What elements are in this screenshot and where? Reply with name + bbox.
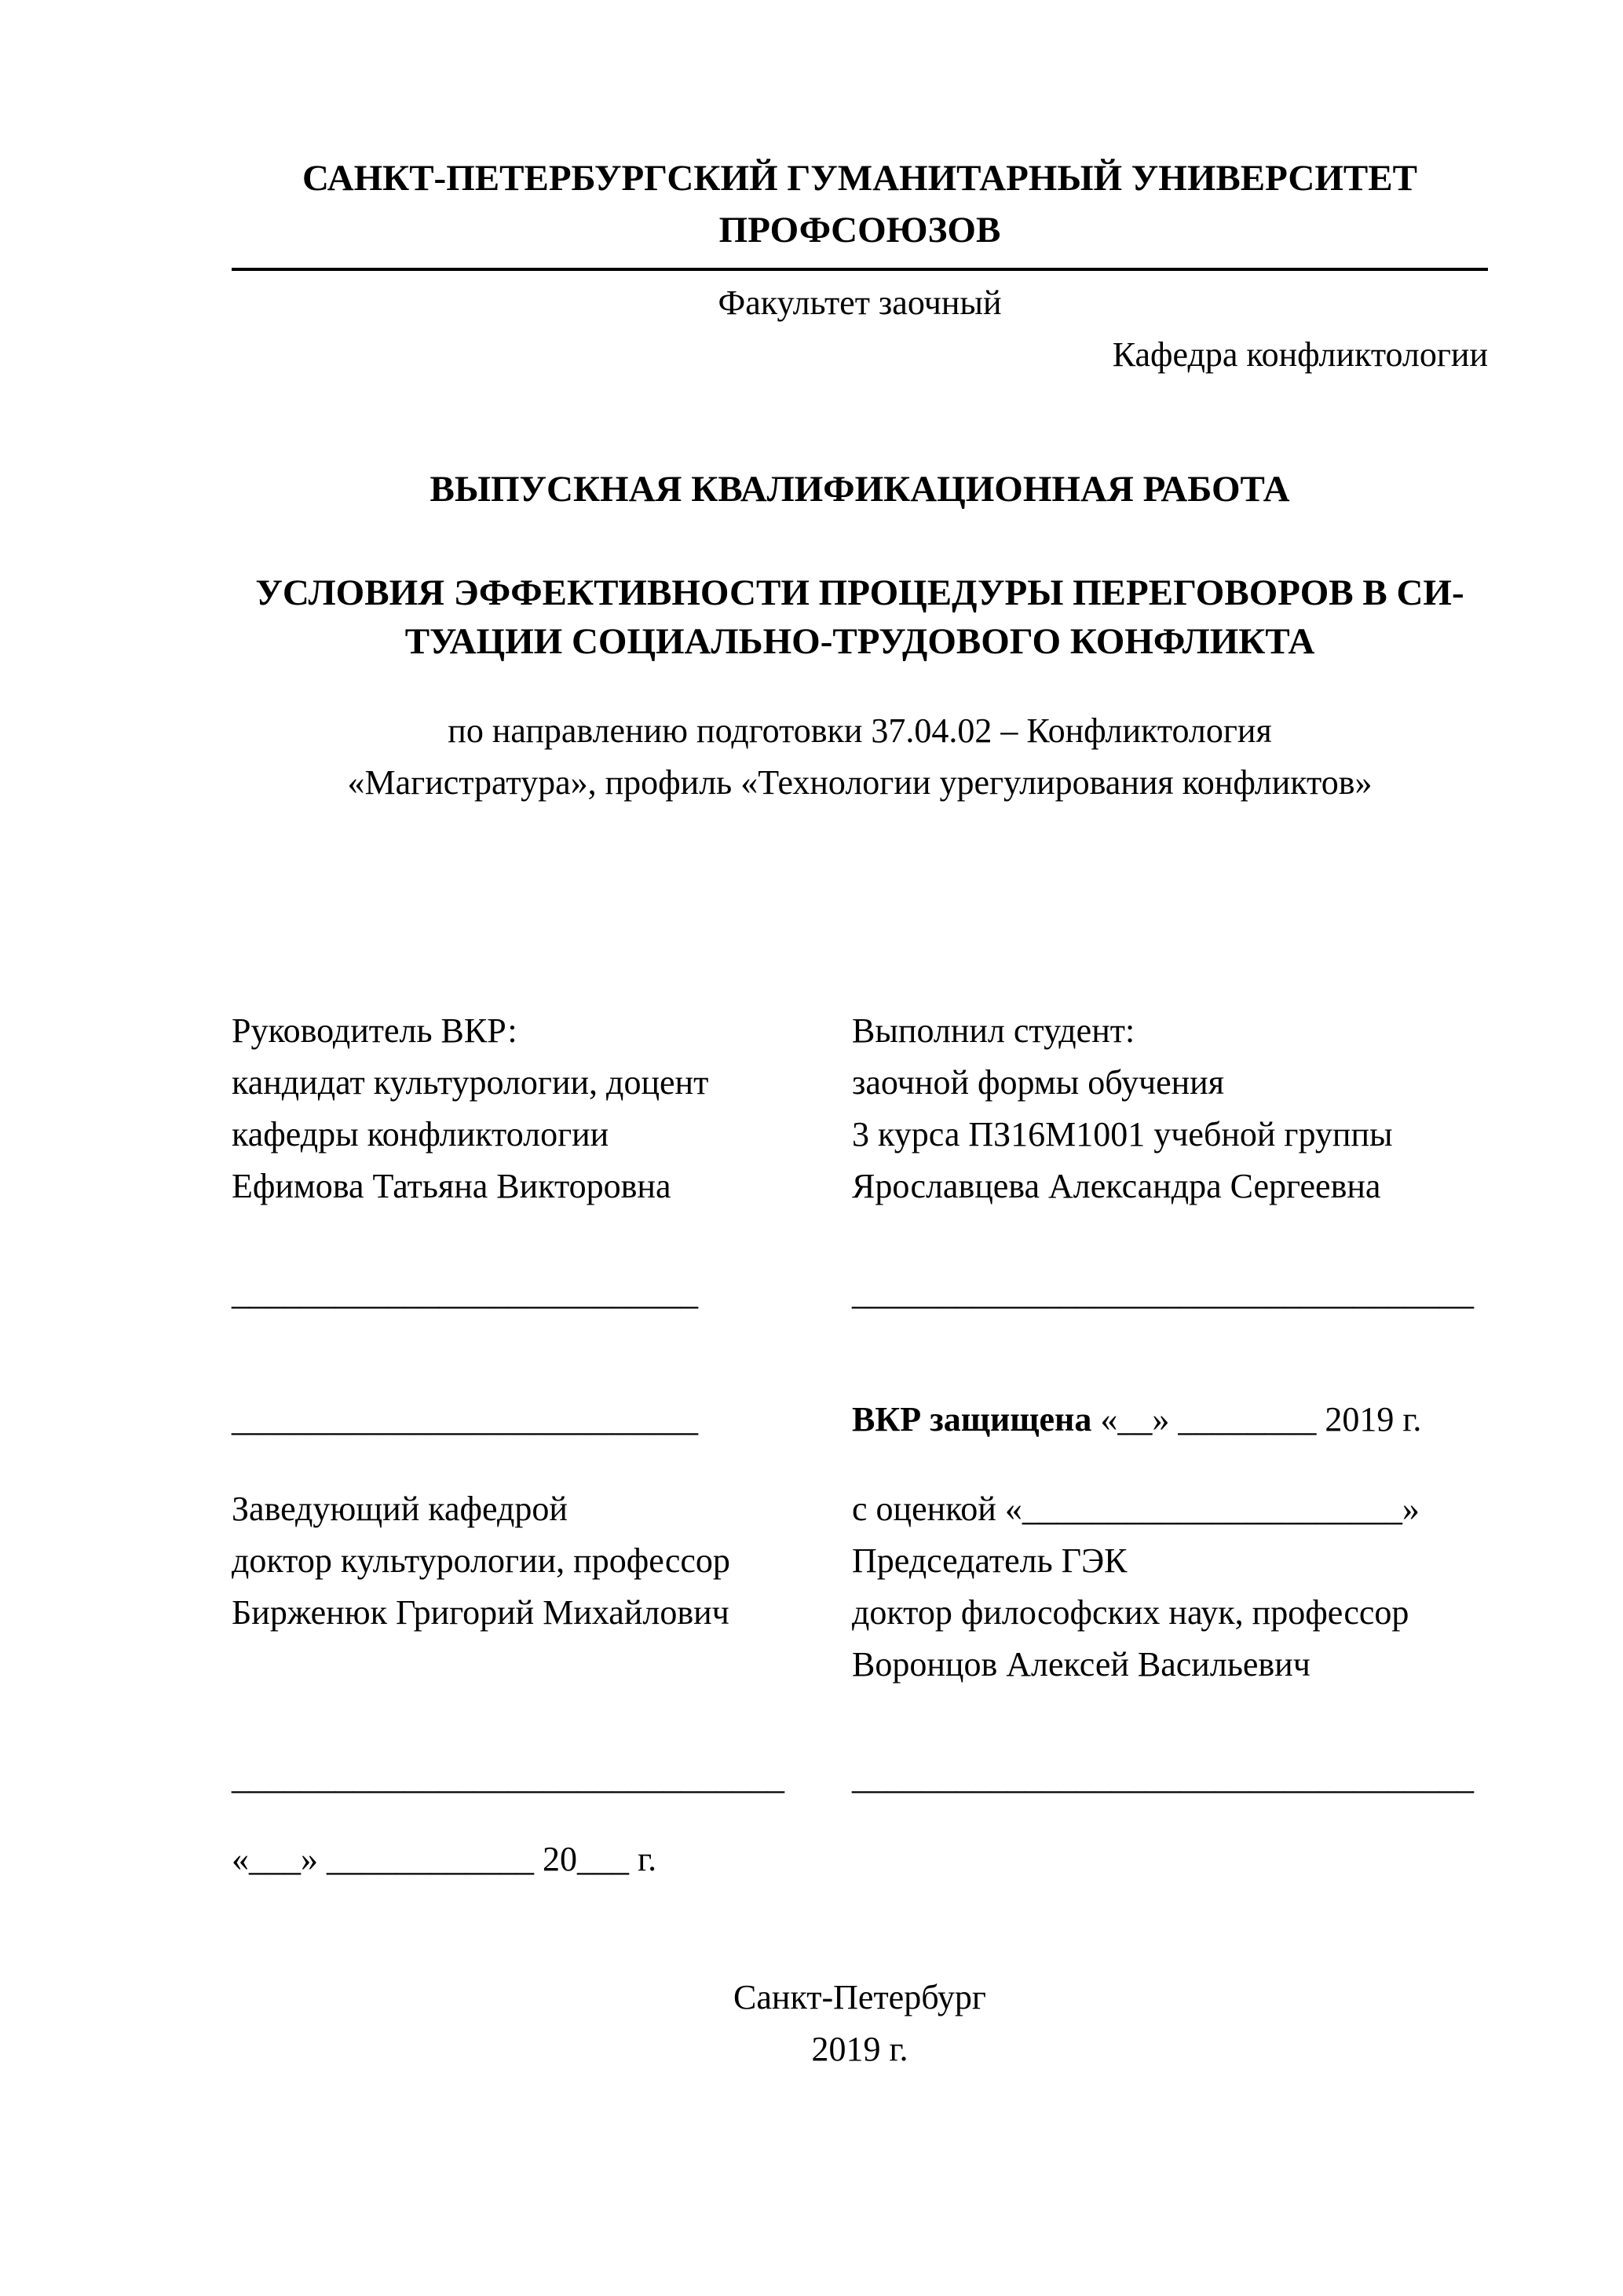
university-name-line1: САНКТ-ПЕТЕРБУРГСКИЙ ГУМАНИТАРНЫЙ УНИВЕРСИТЕТ [302,158,1417,199]
chairman-signature-line: ____________________________________ [852,1757,1474,1797]
defended-label: ВКР защищена [852,1399,1092,1439]
work-type-heading: ВЫПУСКНАЯ КВАЛИФИКАЦИОННАЯ РАБОТА [430,468,1290,510]
chairman-label: Председатель ГЭК [852,1541,1128,1580]
row-names [232,1161,1488,1212]
supervisor-label: Руководитель ВКР: [232,1011,517,1050]
faculty-line: Факультет заочный [718,283,1002,322]
program-line2: «Магистратура», профиль «Технологии урегулирования конфликтов» [347,762,1373,802]
head-name: Бирженюк Григорий Михайлович [232,1592,729,1632]
student-signature-line: ____________________________________ [852,1273,1474,1312]
head-signature-line: ________________________________ [232,1757,784,1797]
thesis-title-line1: УСЛОВИЯ ЭФФЕКТИВНОСТИ ПРОЦЕДУРЫ ПЕРЕГОВОРОВ В СИ- [255,572,1464,613]
row-head-name-chairman-degree [232,1587,1488,1639]
thesis-title [232,569,1488,666]
row-head-degree-chairman [232,1535,1488,1587]
student-name: Ярославцева Александра Сергеевна [852,1166,1381,1205]
row-signatures-1 [232,1267,1488,1319]
supervisor-signature-line: ___________________________ [232,1273,698,1312]
program-line1: по направлению подготовки 37.04.02 – Конфликтология [448,711,1272,750]
row-date [232,1834,1488,1885]
student-label: Выполнил студент: [852,1011,1135,1050]
student-group: 3 курса ПЗ16М1001 учебной группы [852,1114,1393,1153]
row-degree-form [232,1057,1488,1109]
row-labels [232,1005,1488,1057]
footer-city: Санкт-Петербург [733,1977,986,2016]
defended-line [852,1394,1488,1446]
row-dept-group [232,1109,1488,1161]
supervisor-signature-line-2: ___________________________ [232,1399,698,1439]
supervisor-degree: кандидат культурологии, доцент [232,1062,709,1102]
head-degree: доктор культурологии, профессор [232,1541,730,1580]
row-defended [232,1394,1488,1446]
department-line: Кафедра конфликтологии [1112,335,1488,374]
empty-cell [852,1834,1488,1885]
thesis-title-line2: ТУАЦИИ СОЦИАЛЬНО-ТРУДОВОГО КОНФЛИКТА [404,620,1315,662]
chairman-degree: доктор философских наук, профессор [852,1592,1409,1632]
signature-columns [232,1005,1488,1885]
row-head-grade [232,1483,1488,1535]
supervisor-name: Ефимова Татьяна Викторовна [232,1166,671,1205]
footer-year: 2019 г. [811,2029,908,2068]
university-name-line2: ПРОФСОЮЗОВ [718,209,1001,250]
chairman-name: Воронцов Алексей Васильевич [852,1644,1310,1684]
student-form: заочной формы обучения [852,1062,1224,1102]
row-chairman-name [232,1639,1488,1691]
defended-date-blank: «__» ________ 2019 г. [1091,1399,1422,1439]
head-label: Заведующий кафедрой [232,1489,568,1528]
date-blank-line: «___» ____________ 20___ г. [232,1839,657,1878]
grade-line: с оценкой «______________________» [852,1489,1420,1528]
row-signatures-2 [232,1752,1488,1804]
empty-cell [232,1639,852,1691]
footer [232,1972,1488,2075]
program-info [232,705,1488,809]
university-name [232,153,1488,271]
supervisor-department: кафедры конфликтологии [232,1114,609,1153]
